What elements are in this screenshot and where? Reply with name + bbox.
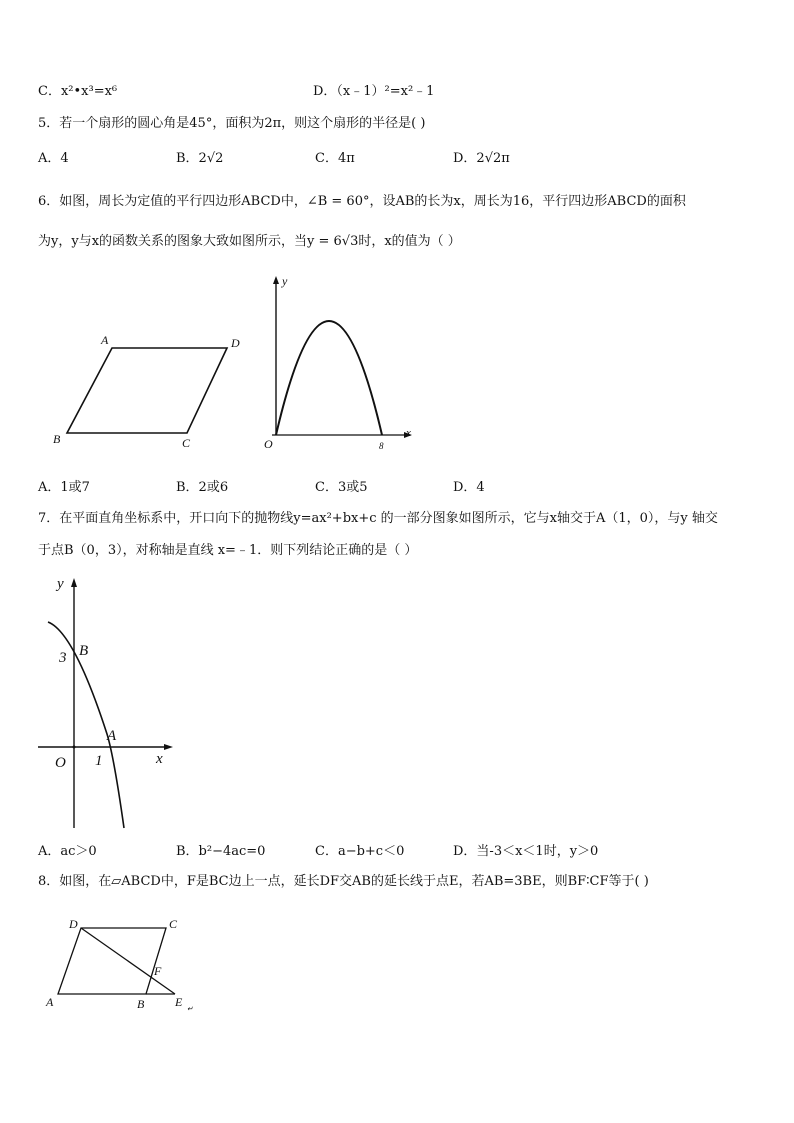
- q5-option-a: A．4: [38, 151, 69, 166]
- q6-parabola-curve: [276, 321, 382, 435]
- q6-label-d: D: [231, 336, 240, 350]
- q7-option-b: B．b²−4ac=0: [176, 844, 266, 859]
- q6-stem-line1: 6．如图，周长为定值的平行四边形ABCD中，∠B = 60°，设AB的长为x，周长为16，平行四边形ABCD的面积: [38, 194, 686, 209]
- q6-option-d: D．4: [453, 480, 485, 495]
- q7-stem-line2: 于点B（0，3），对称轴是直线 x=﹣1．则下列结论正确的是（ ）: [38, 543, 418, 558]
- q7-graph-point-b: B: [79, 643, 89, 659]
- paragraph-mark-icon: ↵: [187, 1005, 193, 1013]
- q7-parabola-graph: [35, 570, 195, 830]
- q7-graph-origin: O: [55, 755, 66, 771]
- q5-option-c: C．4π: [315, 151, 355, 166]
- q6-stem-line2: 为y，y与x的函数关系的图象大致如图所示，当y = 6√3时，x的值为（ ）: [38, 234, 461, 249]
- q7-graph-tick-1: 1: [95, 753, 103, 769]
- q8-label-a: A: [46, 995, 54, 1009]
- q6-option-c: C．3或5: [315, 480, 368, 495]
- q7-graph-y-label: y: [57, 576, 64, 592]
- q6-graph-y-label: y: [282, 274, 288, 288]
- q6-parallelogram-figure: [50, 330, 250, 450]
- q7-graph-x-label: x: [156, 751, 163, 767]
- q5-stem: 5．若一个扇形的圆心角是45°，面积为2π，则这个扇形的半径是( ): [38, 116, 426, 131]
- q8-label-b: B: [137, 997, 145, 1011]
- q6-label-a: A: [101, 333, 109, 347]
- q5-option-b: B．2√2: [176, 151, 224, 166]
- q4-option-c: C．x²•x³=x⁶: [38, 84, 118, 99]
- q8-label-d: D: [69, 917, 78, 931]
- q8-parallelogram-figure: [40, 910, 210, 1020]
- q7-option-c: C．a−b+c＜0: [315, 844, 405, 859]
- q6-graph-x-label: x: [406, 427, 411, 439]
- q8-label-c: C: [169, 917, 178, 931]
- q6-graph-tick-8: 8: [379, 441, 384, 451]
- q6-function-graph: [258, 272, 418, 452]
- q5-option-d: D．2√2π: [453, 151, 510, 166]
- q7-stem-line1: 7．在平面直角坐标系中，开口向下的抛物线y=ax²+bx+c 的一部分图象如图所示，它与x轴交于A（1，0），与y 轴交: [38, 511, 718, 526]
- q8-label-e: E: [175, 995, 183, 1009]
- q7-graph-point-a: A: [107, 728, 117, 744]
- q6-option-b: B．2或6: [176, 480, 229, 495]
- q7-graph-tick-3: 3: [59, 650, 67, 666]
- q7-option-a: A．ac＞0: [38, 844, 97, 859]
- q6-label-c: C: [182, 436, 191, 450]
- q6-label-b: B: [53, 432, 61, 446]
- q4-option-d: D．（x﹣1）²=x²﹣1: [313, 84, 435, 99]
- q6-option-a: A．1或7: [38, 480, 90, 495]
- q8-stem: 8．如图，在▱ABCD中，F是BC边上一点，延长DF交AB的延长线于点E，若AB=3BE，则BF∶CF等于( ): [38, 874, 649, 889]
- q7-option-d: D．当-3＜x＜1时，y＞0: [453, 844, 599, 859]
- q6-graph-origin: O: [264, 437, 273, 451]
- q8-label-f: F: [154, 964, 162, 978]
